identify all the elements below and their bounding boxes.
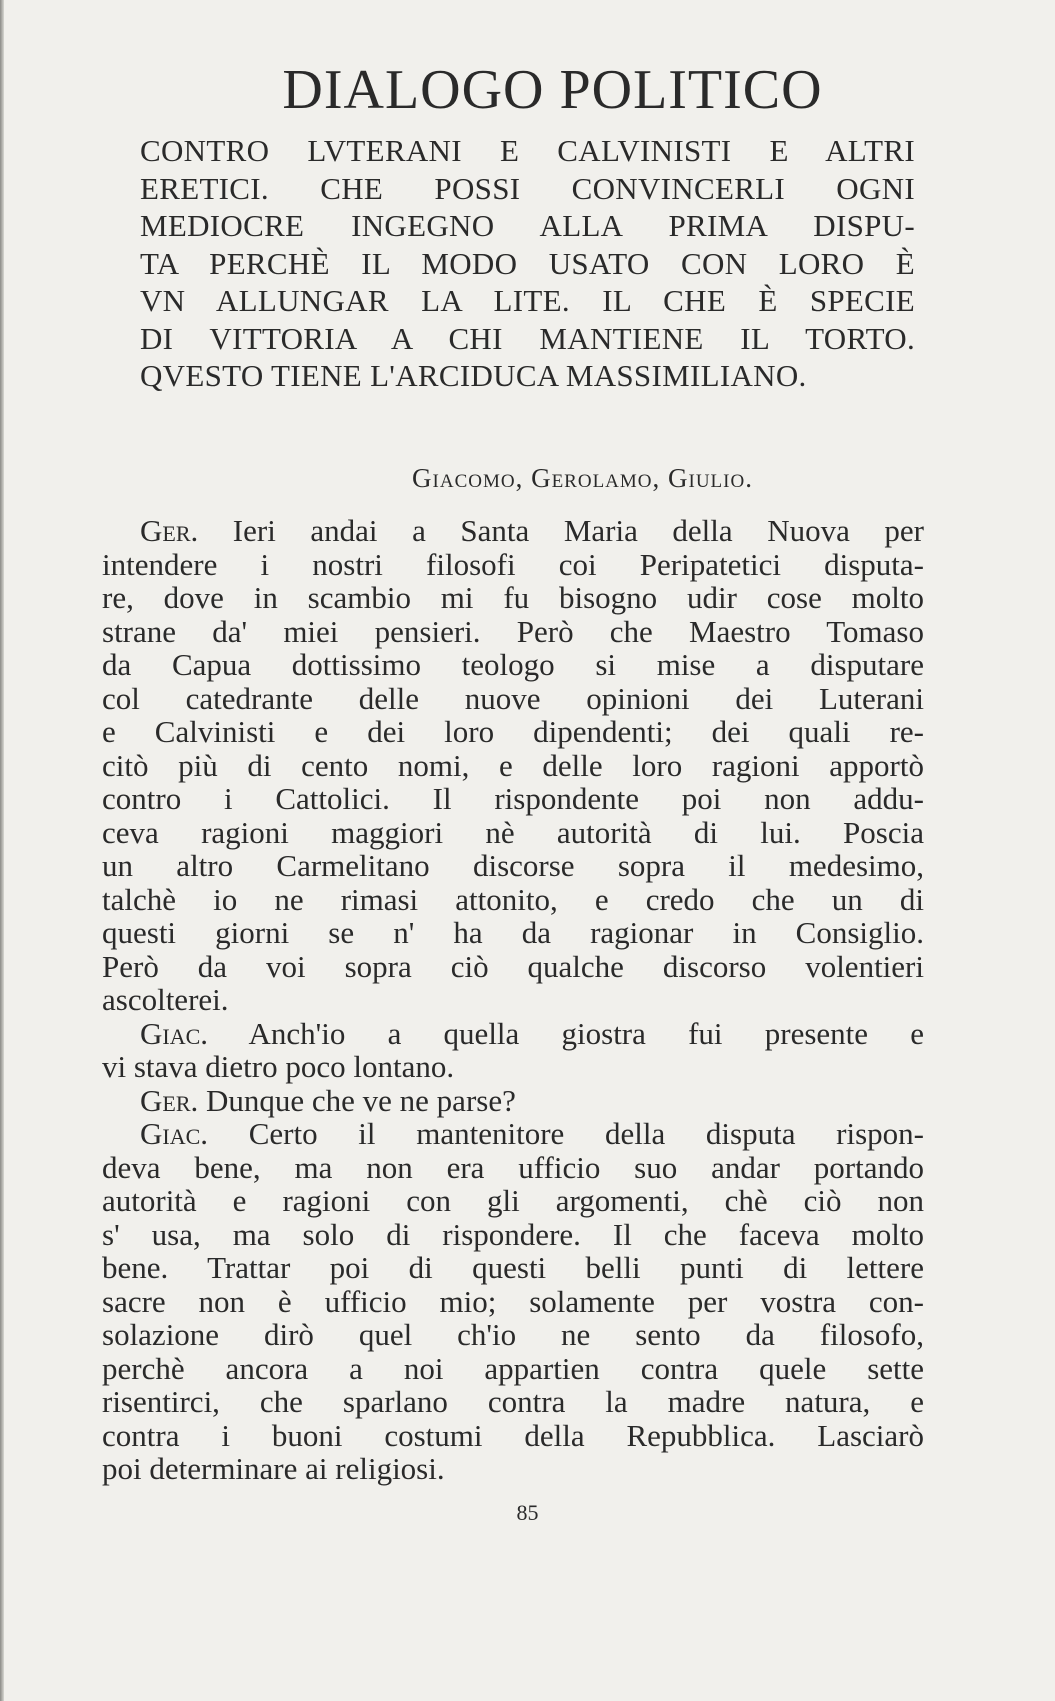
text-line [102,615,924,649]
text-line [102,1218,924,1252]
line-text: s' usa, ma solo di rispondere. Il che faceva molto [102,1216,924,1252]
speaker-label: Giac. [140,1015,209,1051]
speaker-label: Ger. [140,1082,199,1118]
line-text: Dunque che ve ne parse? [198,1082,516,1118]
line-text: sacre non è ufficio mio; solamente per vostra con- [102,1283,924,1319]
line-text: autorità e ragioni con gli argomenti, chè ciò non [102,1183,924,1218]
line-text: strane da' miei pensieri. Però che Maestro Tomaso [102,613,924,649]
text-line [102,1251,924,1285]
text-line [102,883,924,917]
line-text: Ieri andai a Santa Maria della Nuova per [198,513,924,548]
text-line [102,1151,924,1185]
subtitle-line: VN ALLUNGAR LA LITE. IL CHE È SPECIE [140,283,915,318]
speaker-label: Ger. [140,513,199,548]
line-text: col catedrante delle nuove opinioni dei Luterani [102,680,924,716]
subtitle-line: QVESTO TIENE L'ARCIDUCA MASSIMILIANO. [140,358,807,393]
text-line [102,1452,924,1486]
line-text: intendere i nostri filosofi coi Peripatetici disputa- [102,546,924,582]
subtitle-line: CONTRO LVTERANI E CALVINISTI E ALTRI [140,133,915,168]
page-edge-shadow [0,0,4,1701]
text-line [102,715,924,749]
line-text: e Calvinisti e dei loro dipendenti; dei quali re- [102,714,924,749]
text-line [102,849,924,883]
text-line [102,682,924,716]
page-number: 85 [516,1500,539,1525]
line-text: citò più di cento nomi, e delle loro ragioni apportò [102,747,924,783]
subtitle-line: DI VITTORIA A CHI MANTIENE IL TORTO. [140,320,915,356]
dialogue-speakers: Giacomo, Gerolamo, Giulio. [412,463,753,493]
line-text: poi determinare ai religiosi. [102,1451,445,1486]
speech-start-line [102,1117,924,1151]
line-text: Però da voi sopra ciò qualche discorso volentieri [102,948,924,984]
line-text: Certo il mantenitore della disputa rispon- [208,1116,924,1151]
text-line [102,749,924,783]
line-text: re, dove in scambio mi fu bisogno udir cose molto [102,580,924,615]
text-line [102,1050,924,1084]
dialogue-text [102,514,924,1486]
text-line [102,548,924,582]
line-text: questi giorni se n' ha da ragionar in Consiglio. [102,915,924,950]
line-text: perchè ancora a noi appartien contra quele sette [102,1350,924,1386]
text-line [102,581,924,615]
line-text: ceva ragioni maggiori nè autorità di lui. Poscia [102,814,924,850]
line-text: da Capua dottissimo teologo si mise a disputare [102,647,924,682]
line-text: Anch'io a quella giostra fui presente e [208,1015,924,1051]
subtitle-block [140,132,915,395]
text-line [102,648,924,682]
text-line [102,1184,924,1218]
line-text: bene. Trattar poi di questi belli punti di lettere [102,1250,924,1285]
line-text: vi stava dietro poco lontano. [102,1049,455,1084]
subtitle-line: MEDIOCRE INGEGNO ALLA PRIMA DISPU- [140,208,915,243]
text-line [102,1419,924,1453]
text-line [102,983,924,1017]
text-line [102,1318,924,1352]
line-text: un altro Carmelitano discorse sopra il medesimo, [102,848,924,883]
line-text: contra i buoni costumi della Repubblica. Lasciarò [102,1417,924,1453]
text-line [102,950,924,984]
text-line [102,1352,924,1386]
speech-start-line [102,1017,924,1051]
text-line [102,1385,924,1419]
subtitle-line: ERETICI. CHE POSSI CONVINCERLI OGNI [140,170,915,206]
text-line [102,816,924,850]
line-text: talchè io ne rimasi attonito, e credo che un di [102,881,924,917]
line-text: risentirci, che sparlano contra la madre natura, e [102,1384,924,1419]
text-line [102,916,924,950]
speaker-label: Giac. [140,1116,209,1151]
text-line [102,782,924,816]
page-title: DIALOGO POLITICO [282,59,823,121]
text-line [102,1285,924,1319]
subtitle-line: TA PERCHÈ IL MODO USATO CON LORO È [140,245,915,281]
speech-start-line [102,1084,924,1118]
line-text: contro i Cattolici. Il rispondente poi non addu- [102,781,924,816]
line-text: ascolterei. [102,982,229,1017]
line-text: solazione dirò quel ch'io ne sento da filosofo, [102,1317,924,1352]
line-text: deva bene, ma non era ufficio suo andar portando [102,1149,924,1185]
speech-start-line [102,514,924,548]
